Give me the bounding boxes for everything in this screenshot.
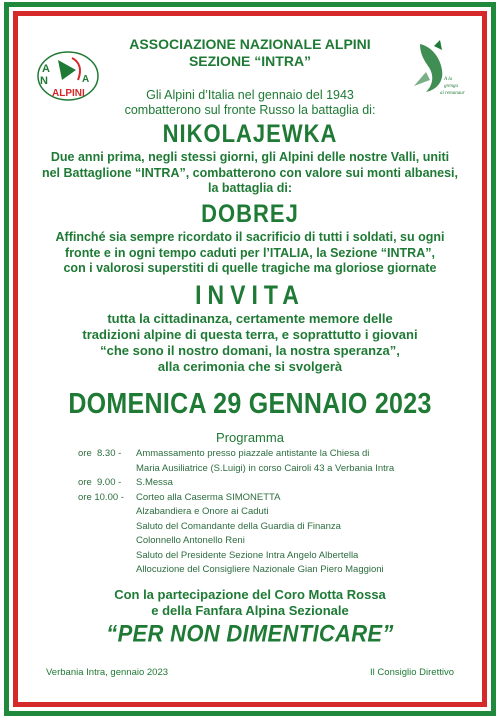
svg-text:ALPINI: ALPINI bbox=[52, 88, 85, 99]
paragraph-line: tutta la cittadinanza, certamente memore delle bbox=[107, 311, 393, 326]
participation-line: Con la partecipazione del Coro Motta Rossa bbox=[114, 587, 386, 602]
schedule-subline: Alzabandiera e Onore ai Caduti bbox=[136, 506, 269, 517]
paragraph-1 bbox=[30, 150, 470, 197]
paragraph-line: la battaglia di: bbox=[207, 181, 293, 195]
svg-text:ai remanaur: ai remanaur bbox=[440, 91, 465, 96]
schedule-subline: Colonnello Antonello Reni bbox=[136, 535, 245, 546]
programma-title: Programma bbox=[216, 430, 284, 445]
participation bbox=[30, 587, 470, 619]
motto: “PER NON DIMENTICARE” bbox=[106, 619, 394, 648]
battle-nikolajewka: NIKOLAJEWKA bbox=[162, 119, 338, 148]
schedule-subline: Allocuzione del Consigliere Nazionale Gian Piero Maggioni bbox=[136, 564, 384, 575]
paragraph-line: tradizioni alpine di questa terra, e soprattutto i giovani bbox=[82, 327, 418, 342]
schedule-time: ore 8.30 - bbox=[78, 448, 122, 459]
svg-text:A: A bbox=[82, 74, 90, 85]
svg-text:grenga: grenga bbox=[444, 84, 458, 89]
invita-heading: INVITA bbox=[195, 279, 305, 310]
footer-place-date: Verbania Intra, gennaio 2023 bbox=[46, 667, 169, 678]
intro-line: combatterono sul fronte Russo la battaglia di: bbox=[124, 103, 376, 117]
schedule-subline: Saluto del Comandante della Guardia di Finanza bbox=[136, 520, 341, 532]
schedule-subline: Saluto del Presidente Sezione Intra Angelo Albertella bbox=[136, 549, 359, 561]
paragraph-line: alla cerimonia che si svolgerà bbox=[157, 359, 343, 374]
schedule-desc: S.Messa bbox=[136, 477, 173, 488]
paragraph-line: Affinché sia sempre ricordato il sacrificio di tutti i soldati, su ogni bbox=[55, 230, 445, 244]
paragraph-line: “che sono il nostro domani, la nostra speranza”, bbox=[100, 343, 400, 358]
association-name: ASSOCIAZIONE NAZIONALE ALPINI bbox=[129, 36, 371, 52]
schedule-item bbox=[78, 491, 394, 506]
intro-text bbox=[30, 88, 470, 118]
paragraph-line: Due anni prima, negli stessi giorni, gli Alpini delle nostre Valli, uniti bbox=[50, 150, 450, 164]
battle-dobrej: DOBREJ bbox=[201, 199, 299, 228]
participation-line: e della Fanfara Alpina Sezionale bbox=[151, 603, 349, 618]
schedule-subline: Maria Ausiliatrice (S.Luigi) in corso Cairoli 43 a Verbania Intra bbox=[136, 462, 395, 474]
event-date: DOMENICA 29 GENNAIO 2023 bbox=[68, 387, 432, 421]
paragraph-line: nel Battaglione “INTRA”, combatterono con valore sui monti albanesi, bbox=[41, 165, 459, 180]
schedule-item bbox=[78, 447, 394, 462]
svg-text:A la: A la bbox=[444, 77, 453, 82]
schedule-desc: Corteo alla Caserma SIMONETTA bbox=[136, 491, 281, 503]
association-title bbox=[100, 36, 400, 70]
svg-text:A: A bbox=[42, 63, 50, 75]
paragraph-2 bbox=[30, 230, 470, 277]
paragraph-line: con i valorosi superstiti di quelle tragiche ma gloriose giornate bbox=[63, 261, 437, 275]
schedule-time: ore 10.00 - bbox=[78, 491, 124, 503]
paragraph-line: fronte e in ogni tempo caduti per l’ITALIA, la Sezione “INTRA”, bbox=[65, 245, 435, 260]
intro-line: Gli Alpini d’Italia nel gennaio del 1943 bbox=[146, 88, 354, 102]
schedule-item bbox=[78, 476, 394, 491]
schedule-time: ore 9.00 - bbox=[78, 477, 122, 488]
schedule bbox=[78, 447, 394, 578]
svg-text:N: N bbox=[40, 75, 48, 87]
schedule-desc: Ammassamento presso piazzale antistante la Chiesa di bbox=[136, 448, 370, 459]
footer-signature: Il Consiglio Direttivo bbox=[370, 667, 454, 678]
section-name: SEZIONE “INTRA” bbox=[188, 53, 312, 69]
paragraph-3 bbox=[30, 311, 470, 375]
